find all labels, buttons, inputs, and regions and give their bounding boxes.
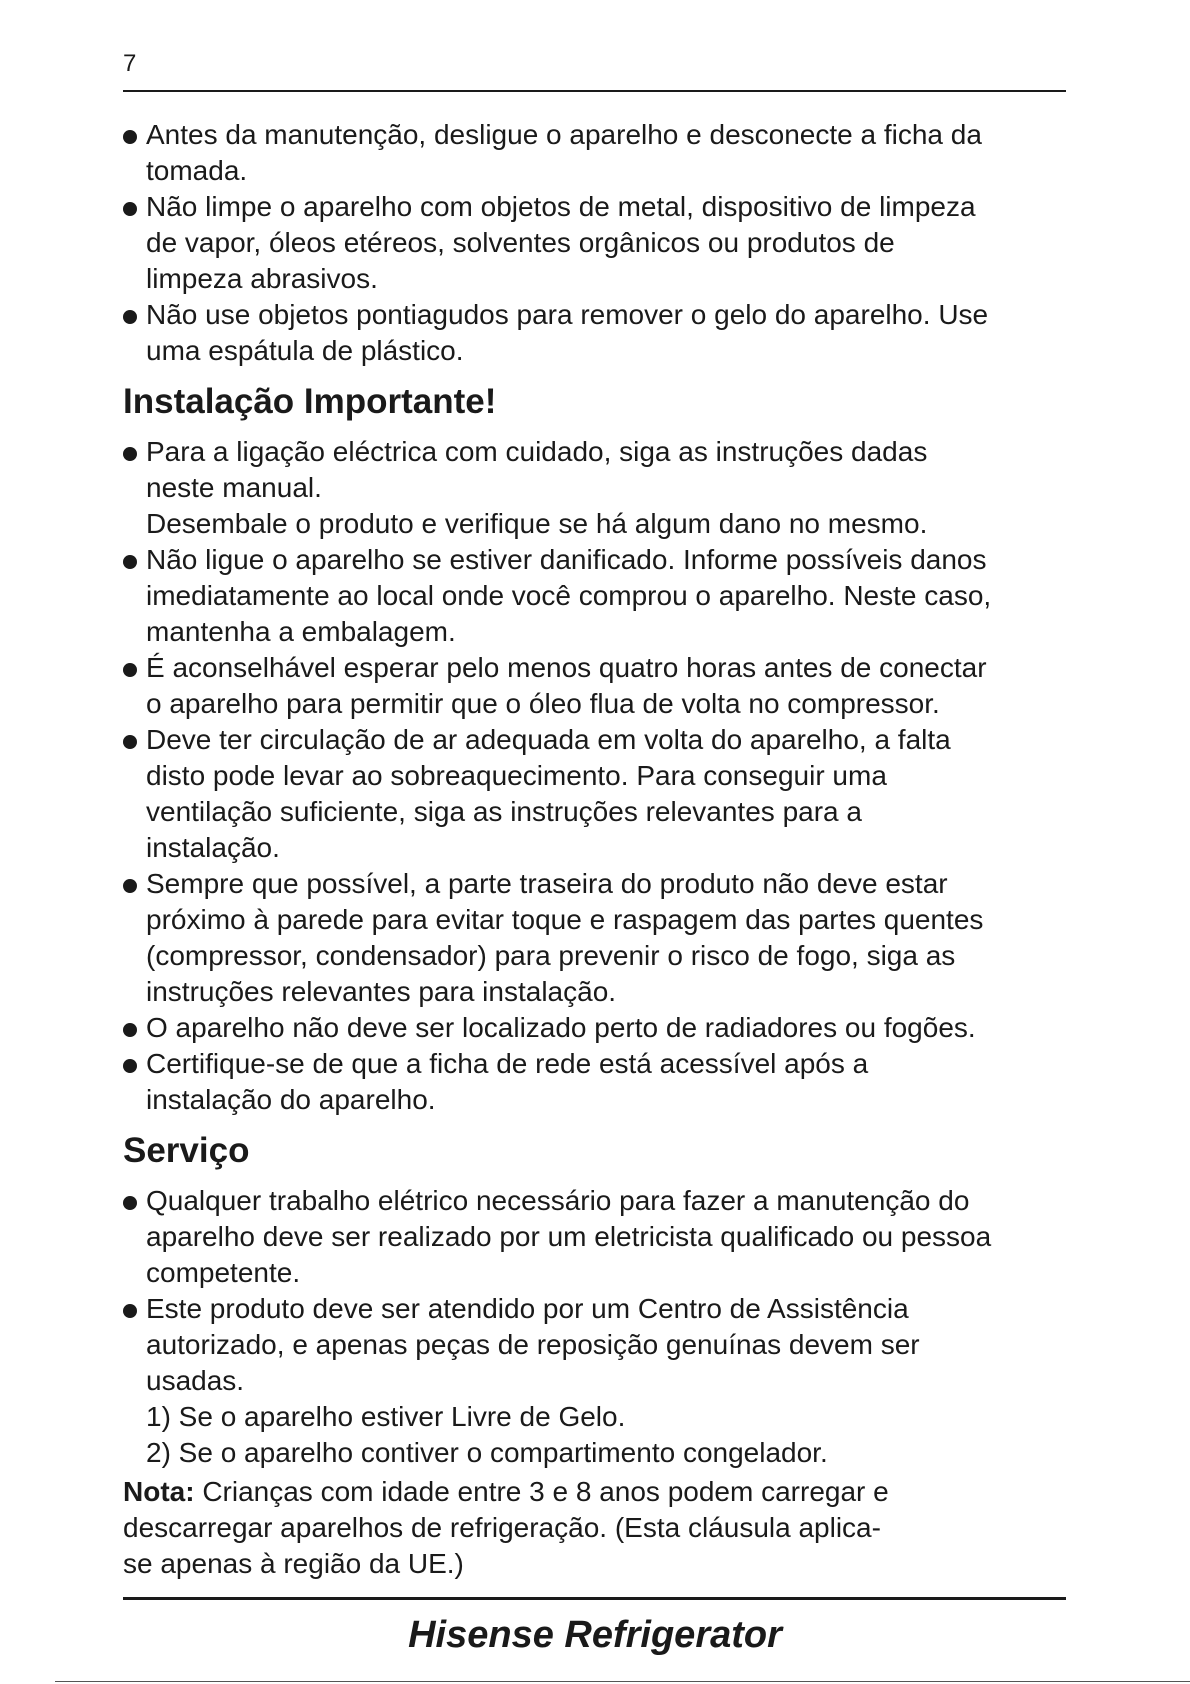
text-line: instalação do aparelho.	[146, 1084, 436, 1115]
list-item	[123, 1046, 1073, 1118]
note-label: Nota:	[123, 1476, 195, 1507]
note-text: Crianças com idade entre 3 e 8 anos podem carregar e	[194, 1476, 889, 1507]
text-line: se apenas à região da UE.)	[123, 1548, 464, 1579]
text-line: Antes da manutenção, desligue o aparelho e desconecte a ficha da	[146, 119, 982, 150]
list-item	[123, 542, 1073, 650]
text-line: ventilação suficiente, siga as instruções relevantes para a	[146, 796, 862, 827]
text-line: aparelho deve ser realizado por um eletricista qualificado ou pessoa	[146, 1221, 992, 1252]
list-item	[123, 722, 1073, 866]
list-item	[123, 1010, 1073, 1046]
numbered-item: 1) Se o aparelho estiver Livre de Gelo.	[146, 1401, 626, 1432]
text-line: instruções relevantes para instalação.	[146, 976, 617, 1007]
text-line: Sempre que possível, a parte traseira do produto não deve estar	[146, 868, 948, 899]
brand-footer: Hisense Refrigerator	[408, 1614, 782, 1656]
text-line: limpeza abrasivos.	[146, 263, 378, 294]
text-line: neste manual.	[146, 472, 322, 503]
text-line: usadas.	[146, 1365, 245, 1396]
footer-divider	[123, 1597, 1066, 1600]
header-divider	[123, 90, 1066, 92]
text-line: o aparelho para permitir que o óleo flua de volta no compressor.	[146, 688, 940, 719]
list-item	[123, 434, 1073, 542]
text-line: imediatamente ao local onde você comprou o aparelho. Neste caso,	[146, 580, 992, 611]
text-line: Não ligue o aparelho se estiver danificado. Informe possíveis danos	[146, 544, 987, 575]
text-line: disto pode levar ao sobreaquecimento. Para conseguir uma	[146, 760, 887, 791]
list-item	[123, 866, 1073, 1010]
maintenance-list	[123, 117, 1073, 369]
service-heading: Serviço	[123, 1131, 250, 1170]
list-item	[123, 189, 1073, 297]
text-line: O aparelho não deve ser localizado perto de radiadores ou fogões.	[146, 1012, 976, 1043]
text-line: Desembale o produto e verifique se há algum dano no mesmo.	[146, 508, 928, 539]
text-line: próximo à parede para evitar toque e raspagem das partes quentes	[146, 904, 984, 935]
list-item	[123, 650, 1073, 722]
text-line: instalação.	[146, 832, 280, 863]
page-content	[123, 117, 1073, 1582]
list-item	[123, 1291, 1073, 1399]
text-line: Para a ligação eléctrica com cuidado, siga as instruções dadas	[146, 436, 928, 467]
text-line: autorizado, e apenas peças de reposição genuínas devem ser	[146, 1329, 920, 1360]
text-line: competente.	[146, 1257, 301, 1288]
text-line: É aconselhável esperar pelo menos quatro horas antes de conectar	[146, 652, 987, 683]
numbered-item: 2) Se o aparelho contiver o compartimento congelador.	[146, 1437, 828, 1468]
text-line	[123, 1474, 1073, 1510]
note-block	[123, 1474, 1073, 1582]
installation-heading: Instalação Importante!	[123, 382, 497, 421]
list-item	[123, 1183, 1073, 1291]
installation-list	[123, 434, 1073, 1118]
list-item	[123, 297, 1073, 369]
text-line: Não limpe o aparelho com objetos de metal, dispositivo de limpeza	[146, 191, 976, 222]
page-edge-line	[55, 1681, 1190, 1682]
page-number: 7	[123, 50, 137, 77]
text-line: de vapor, óleos etéreos, solventes orgânicos ou produtos de	[146, 227, 895, 258]
text-line: mantenha a embalagem.	[146, 616, 456, 647]
text-line: Qualquer trabalho elétrico necessário para fazer a manutenção do	[146, 1185, 970, 1216]
service-list	[123, 1183, 1073, 1399]
text-line: tomada.	[146, 155, 248, 186]
text-line: Não use objetos pontiagudos para remover o gelo do aparelho. Use	[146, 299, 989, 330]
text-line: descarregar aparelhos de refrigeração. (Esta cláusula aplica-	[123, 1512, 881, 1543]
text-line: Deve ter circulação de ar adequada em volta do aparelho, a falta	[146, 724, 951, 755]
text-line: Certifique-se de que a ficha de rede está acessível após a	[146, 1048, 869, 1079]
list-item	[123, 117, 1073, 189]
text-line: Este produto deve ser atendido por um Centro de Assistência	[146, 1293, 909, 1324]
text-line: (compressor, condensador) para prevenir o risco de fogo, siga as	[146, 940, 956, 971]
text-line: uma espátula de plástico.	[146, 335, 464, 366]
